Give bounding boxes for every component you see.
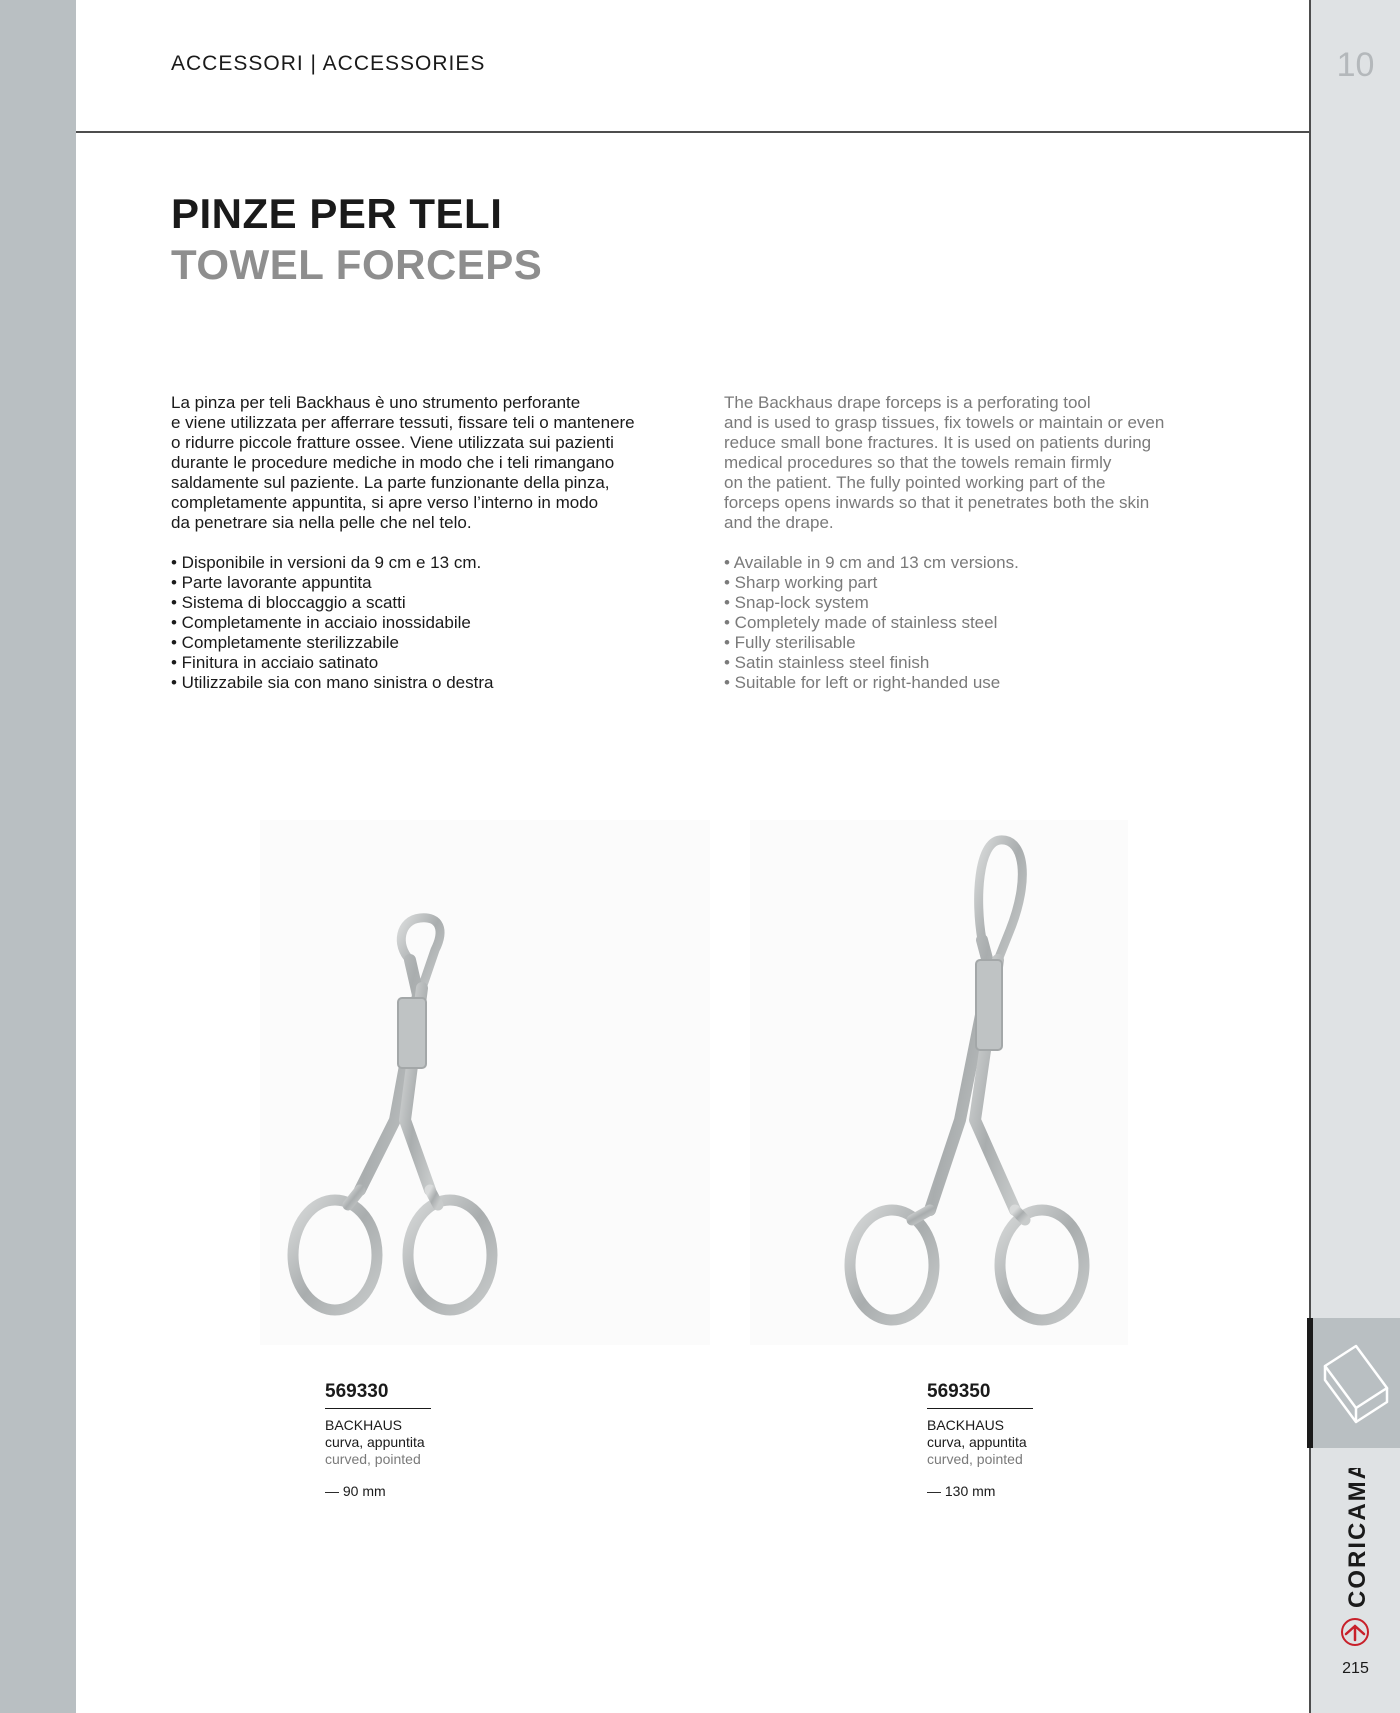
product-card-569330 [325,1381,585,1499]
feature-item: • Finitura in acciaio satinato [171,653,379,672]
feature-item: • Parte lavorante appuntita [171,573,372,592]
product-name: BACKHAUS [927,1417,1005,1433]
product-photo-569330 [260,820,710,1345]
product-code-underline [927,1408,1033,1409]
page-title-italian: PINZE PER TELI [171,190,503,237]
product-desc-english: curved, pointed [325,1451,421,1467]
feature-item: • Snap-lock system [724,593,869,612]
feature-list-english [724,553,1254,693]
product-desc-italian: curva, appuntita [927,1434,1027,1450]
product-code: 569350 [927,1381,991,1402]
left-margin-strip [0,0,76,1713]
description-column-english [724,393,1254,693]
feature-item: • Sistema di bloccaggio a scatti [171,593,406,612]
product-desc-english: curved, pointed [927,1451,1023,1467]
eraser-block-icon [1311,1318,1400,1448]
description-italian: La pinza per teli Backhaus è uno strumento perforante e viene utilizzata per afferrare tessuti, fissare teli o mantenere o ridurre piccole fratture ossee. Viene utilizzata sui pazienti durante le procedure mediche in modo che i teli rimangano saldamente sul paziente. La parte funzionante della pinza, completamente appuntita, si apre verso l’interno in modo da penetrare sia nella pelle che nel telo. [171,393,635,532]
feature-list-italian [171,553,701,693]
page-title-english: TOWEL FORCEPS [171,241,543,288]
product-photo-569350 [750,820,1128,1345]
brand-logo [1333,1468,1377,1648]
towel-forceps-short-illustration [260,820,710,1345]
feature-item: • Disponibile in versioni da 9 cm e 13 cm. [171,553,482,572]
sidebar-divider [1309,0,1311,1713]
product-name: BACKHAUS [325,1417,403,1433]
feature-item: • Completely made of stainless steel [724,613,998,632]
feature-item: • Available in 9 cm and 13 cm versions. [724,553,1019,572]
brand-wordmark: CORICAMA [1344,1468,1371,1608]
product-code-underline [325,1408,431,1409]
feature-item: • Fully sterilisable [724,633,856,652]
product-size: — 90 mm [325,1483,386,1499]
product-desc-italian: curva, appuntita [325,1434,425,1450]
feature-item: • Suitable for left or right-handed use [724,673,1001,692]
category-tab-marker [1307,1318,1313,1448]
description-column-italian [171,393,701,693]
description-english: The Backhaus drape forceps is a perforating tool and is used to grasp tissues, fix towels or maintain or even reduce small bone fractures. It is used on patients during medical procedures so that the towels remain firmly on the patient. The fully pointed working part of the forceps opens inwards so that it penetrates both the skin and the drape. [724,393,1165,532]
page-number: 215 [1342,1660,1369,1677]
coricama-logo [1333,1468,1377,1648]
feature-item: • Completamente in acciaio inossidabile [171,613,471,632]
product-code: 569330 [325,1381,389,1402]
feature-item: • Completamente sterilizzabile [171,633,399,652]
feature-item: • Sharp working part [724,573,878,592]
product-size: — 130 mm [927,1483,996,1499]
header-rule [76,131,1311,133]
right-sidebar [1311,0,1400,1713]
category-tab[interactable] [1311,1318,1400,1448]
feature-item: • Utilizzabile sia con mano sinistra o destra [171,673,494,692]
chapter-number: 10 [1336,46,1375,84]
towel-forceps-long-illustration [750,820,1128,1345]
section-label: ACCESSORI | ACCESSORIES [171,52,486,75]
feature-item: • Satin stainless steel finish [724,653,930,672]
product-card-569350 [927,1381,1187,1499]
